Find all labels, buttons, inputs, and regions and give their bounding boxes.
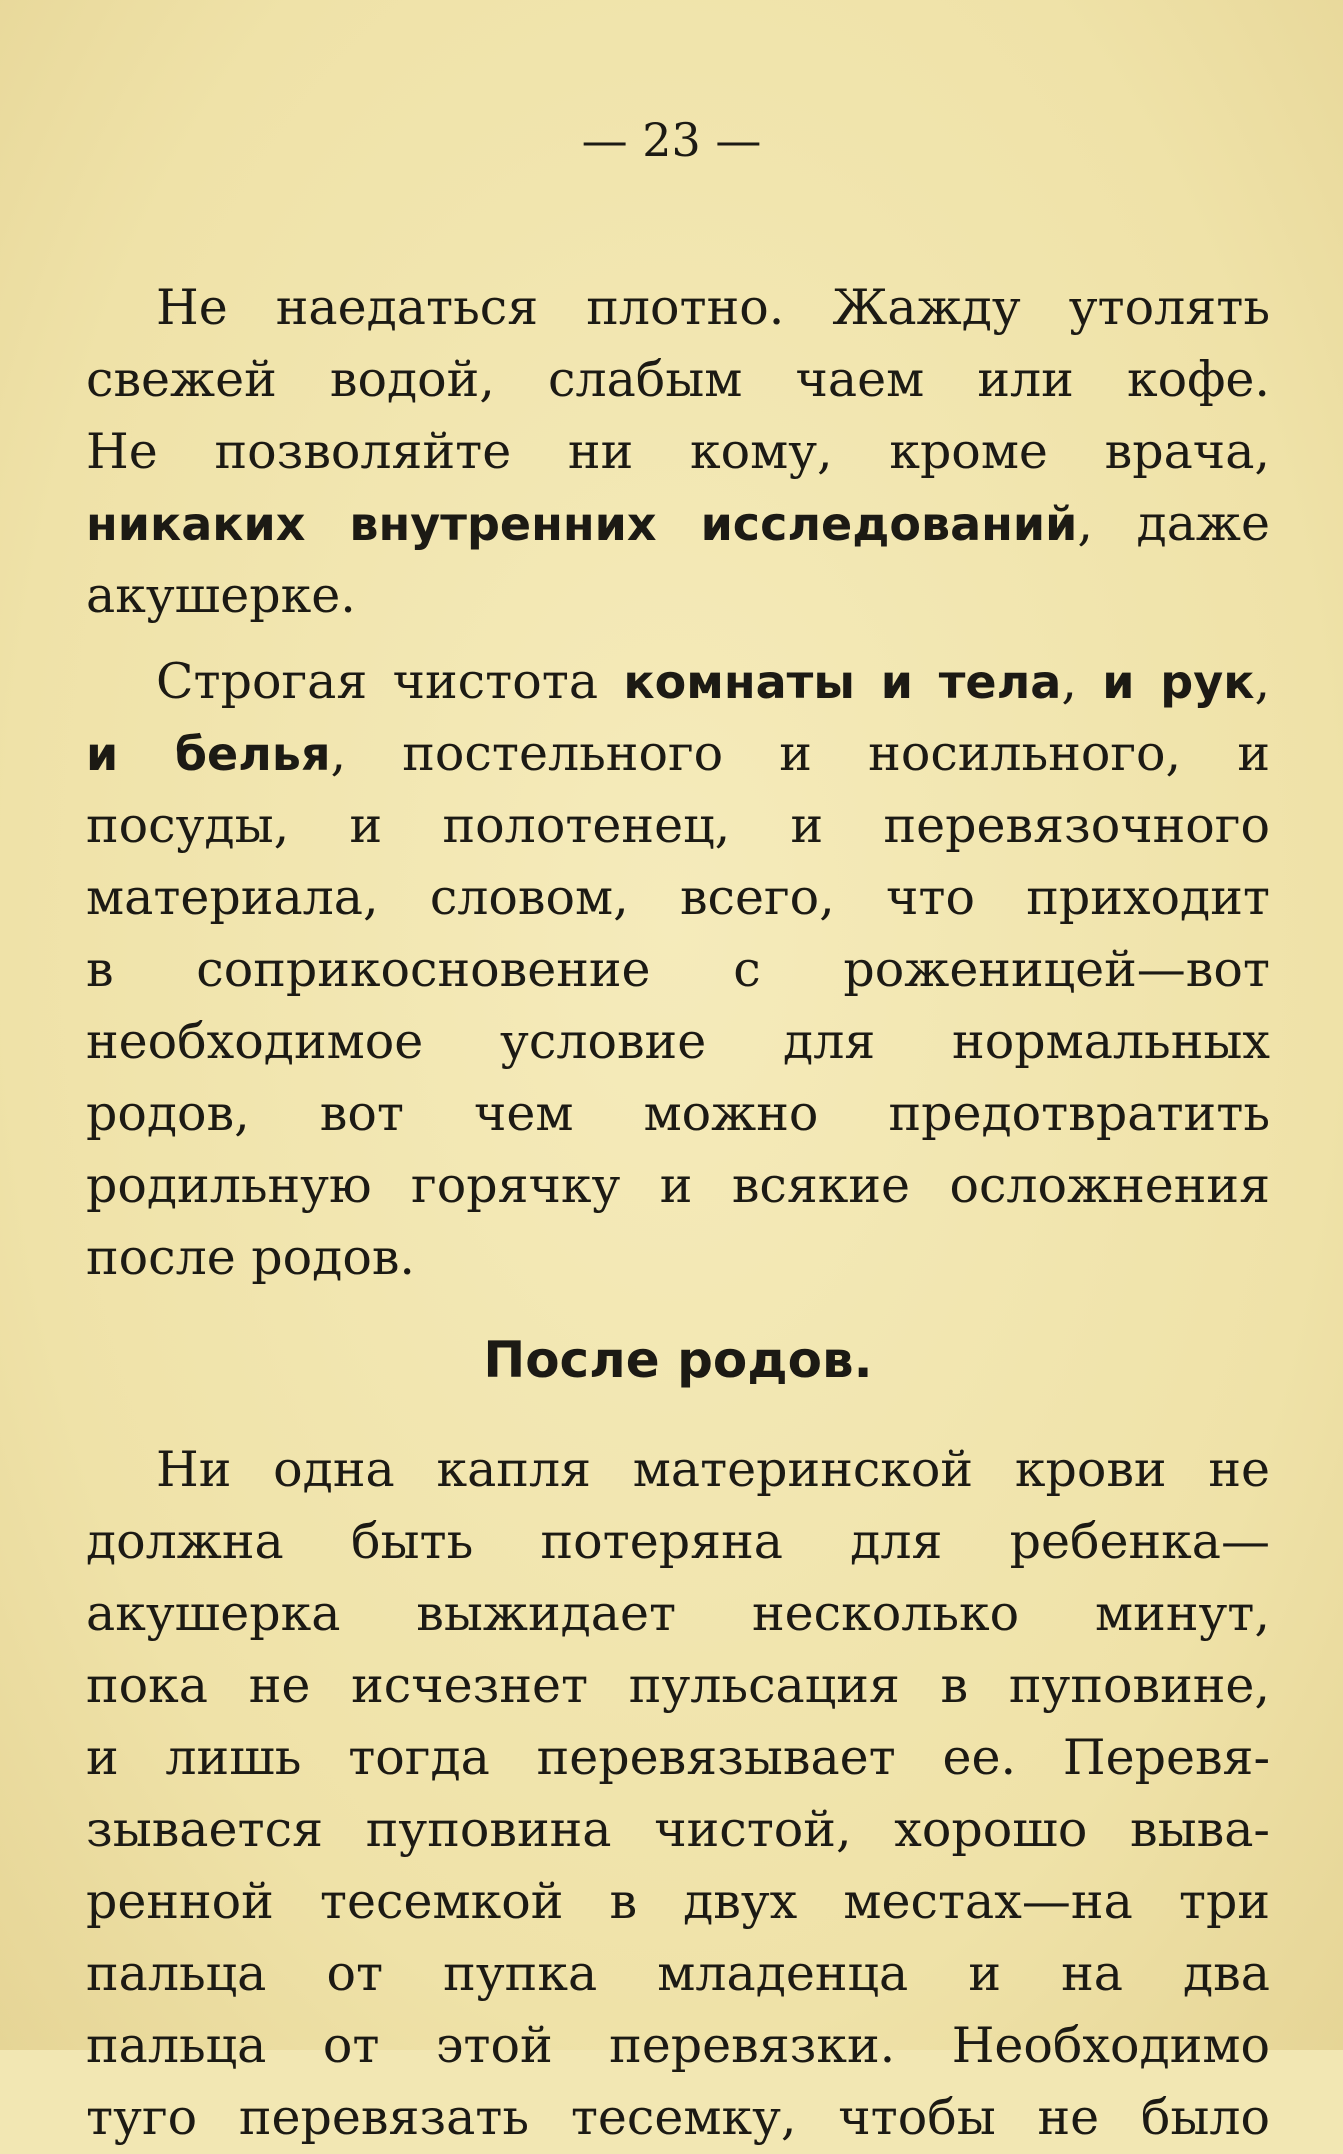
text-line: необходимое условие для нормальных bbox=[86, 1013, 1270, 1070]
text-fragment: , bbox=[1254, 653, 1271, 710]
bold-phrase: и белья bbox=[86, 727, 331, 781]
section-heading: После родов. bbox=[483, 1331, 873, 1389]
text-column bbox=[86, 272, 1270, 2154]
text-line: Не наедаться плотно. Жажду утолять bbox=[156, 279, 1270, 336]
text-line: пальца от этой перевязки. Необходимо bbox=[86, 2017, 1270, 2074]
paragraph-2 bbox=[86, 646, 1270, 1294]
text-line: и лишь тогда перевязывает ее. Перевя- bbox=[86, 1729, 1270, 1786]
page-number: — 23 — bbox=[581, 113, 762, 167]
text-line: родильную горячку и всякие осложнения bbox=[86, 1157, 1270, 1214]
bold-phrase: никаких внутренних исследований bbox=[86, 497, 1078, 551]
text-line: ренной тесемкой в двух местах—на три bbox=[86, 1873, 1270, 1930]
text-line: должна быть потеряна для ребенка— bbox=[86, 1513, 1270, 1570]
bold-phrase: и рук bbox=[1102, 655, 1255, 709]
text-fragment: Строгая чистота bbox=[156, 653, 624, 710]
text-line: свежей водой, слабым чаем или кофе. bbox=[86, 351, 1270, 408]
text-line bbox=[86, 646, 1270, 718]
text-line bbox=[86, 488, 1270, 560]
text-line: родов, вот чем можно предотвратить bbox=[86, 1085, 1270, 1142]
text-fragment: , постельного и носильного, и bbox=[330, 725, 1270, 782]
text-line: в соприкосновение с роженицей—вот bbox=[86, 941, 1270, 998]
text-fragment: , bbox=[1061, 653, 1103, 710]
text-line: посуды, и полотенец, и перевязочного bbox=[86, 797, 1270, 854]
text-line: зывается пуповина чистой, хорошо выва- bbox=[86, 1801, 1270, 1858]
text-fragment: , даже bbox=[1077, 495, 1270, 552]
text-line: материала, словом, всего, что приходит bbox=[86, 869, 1270, 926]
bold-phrase: комнаты и тела bbox=[623, 655, 1062, 709]
text-line: акушерке. bbox=[86, 567, 356, 624]
text-line: Ни одна капля материнской крови не bbox=[156, 1441, 1270, 1498]
text-line bbox=[86, 718, 1270, 790]
text-line: пока не исчезнет пульсация в пуповине, bbox=[86, 1657, 1270, 1714]
text-line: Не позволяйте ни кому, кроме врача, bbox=[86, 423, 1270, 480]
text-line: после родов. bbox=[86, 1229, 416, 1286]
text-line: туго перевязать тесемку, чтобы не было bbox=[86, 2089, 1270, 2146]
text-line: акушерка выжидает несколько минут, bbox=[86, 1585, 1270, 1642]
paragraph-1 bbox=[86, 272, 1270, 632]
paragraph-3 bbox=[86, 1434, 1270, 2154]
text-line: пальца от пупка младенца и на два bbox=[86, 1945, 1270, 2002]
